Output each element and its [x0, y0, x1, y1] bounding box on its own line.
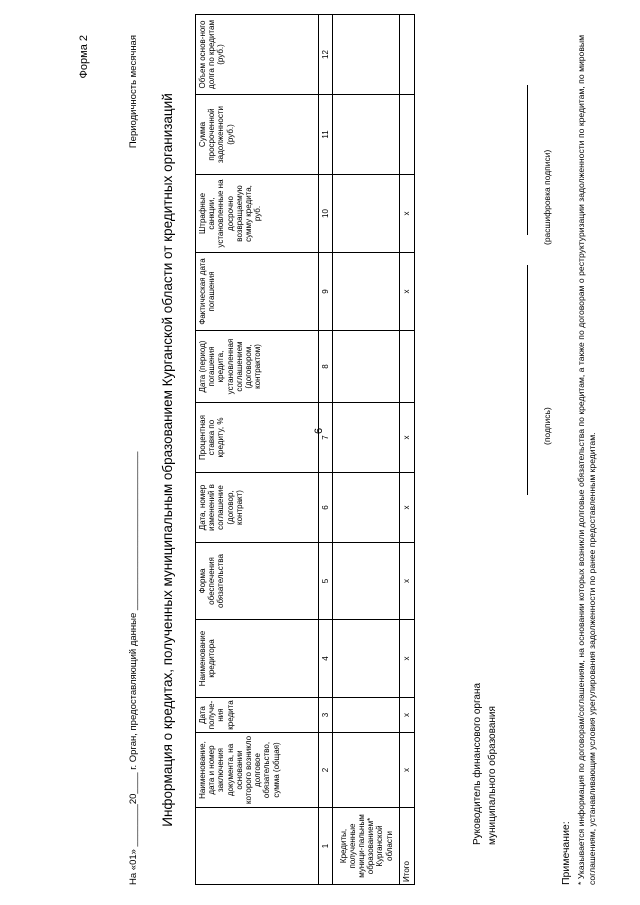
column-number: 6	[319, 473, 333, 543]
header-cell: Наименование, дата и номер заключения документа, на основании которого возникло долговое обязательство, сумма (общая)	[196, 733, 319, 808]
table-cell	[333, 15, 400, 95]
header-cell: Дата (период) погашения кредита, установленная соглашением (договором, контрактом)	[196, 331, 319, 403]
credits-table	[195, 14, 415, 885]
table-column-numbers-row	[319, 15, 333, 885]
header-cell: Дата, номер изменений в соглашение (договор, контракт)	[196, 473, 319, 543]
page-number: 6	[313, 427, 325, 434]
on-date-line: На «01» ________20____ г. Орган, предоставляющий данные ______________________________	[128, 451, 139, 885]
table-header-row	[196, 15, 319, 885]
table-cell: х	[400, 253, 415, 331]
table-cell	[333, 253, 400, 331]
header-cell: Фактическая дата погашения	[196, 253, 319, 331]
row-label: Кредиты, полученные муници-пальным образованием* Курганской области	[333, 808, 400, 885]
table-cell	[333, 698, 400, 733]
note-text: * Указывается информация по договорам/соглашениям, на основании которых возникли долговые обязательства по кредитам, а также по договорам о реструктуризации задолженности по кредитам, по мировым соглашениям, устанавливающим условия урегулирования задолженности по ранее предоставленным кредитам.	[576, 35, 597, 885]
form-label: Форма 2	[78, 35, 90, 79]
on-date-year: 20	[128, 793, 139, 805]
column-number: 9	[319, 253, 333, 331]
header-cell: Дата получе-ния кредита	[196, 698, 319, 733]
table-cell	[333, 175, 400, 253]
header-cell	[196, 808, 319, 885]
column-number: 5	[319, 543, 333, 620]
header-cell: Сумма просроченной задолженности (руб.)	[196, 95, 319, 175]
column-number: 1	[319, 808, 333, 885]
table-row-credits	[333, 15, 400, 885]
row-label: Итого	[400, 808, 415, 885]
table-cell: х	[400, 403, 415, 473]
column-number: 12	[319, 15, 333, 95]
table-cell	[333, 95, 400, 175]
table-cell: х	[400, 698, 415, 733]
table-cell	[333, 403, 400, 473]
table-cell	[400, 331, 415, 403]
document-title: Информация о кредитах, полученных муниципальным образованием Курганской области от кредитных организаций	[160, 93, 175, 827]
table-cell	[333, 620, 400, 698]
table-cell	[333, 331, 400, 403]
column-number: 3	[319, 698, 333, 733]
column-number: 10	[319, 175, 333, 253]
periodicity: Периодичность месячная	[128, 35, 139, 149]
header-cell: Наименование кредитора	[196, 620, 319, 698]
table-cell	[333, 543, 400, 620]
column-number: 8	[319, 331, 333, 403]
note-title: Примечание:	[560, 821, 572, 885]
on-date-suffix: г. Орган, предоставляющий данные	[128, 612, 139, 770]
table-cell	[333, 473, 400, 543]
signer-title-line1: Руководитель финансового органа	[472, 682, 483, 845]
signature-caption: (подпись)	[542, 407, 552, 445]
header-cell: Форма обеспечения обязательства	[196, 543, 319, 620]
table-cell: х	[400, 733, 415, 808]
table-cell	[400, 15, 415, 95]
on-date-prefix: На «01»	[128, 849, 139, 885]
table-cell	[333, 733, 400, 808]
table-row-total	[400, 15, 415, 885]
column-number: 2	[319, 733, 333, 808]
column-number: 4	[319, 620, 333, 698]
header-cell: Объем основ-ного долга по кредитам (руб.)	[196, 15, 319, 95]
column-number: 7	[319, 403, 333, 473]
header-cell: Штрафные санкции, установленные на досрочно возвращаемую сумму кредита, руб.	[196, 175, 319, 253]
signature-decode-caption: (расшифровка подписи)	[542, 149, 552, 245]
signer-title-line2: муниципального образования	[487, 706, 498, 845]
signature-block	[470, 683, 500, 845]
rotated-form-sheet	[30, 20, 630, 885]
table-cell: х	[400, 473, 415, 543]
table-cell: х	[400, 543, 415, 620]
table-cell: х	[400, 175, 415, 253]
table-cell	[400, 95, 415, 175]
signature-line	[527, 265, 528, 495]
signature-decode-line	[527, 85, 528, 235]
header-cell: Процентная ставка по кредиту, %	[196, 403, 319, 473]
column-number: 11	[319, 95, 333, 175]
table-cell: х	[400, 620, 415, 698]
